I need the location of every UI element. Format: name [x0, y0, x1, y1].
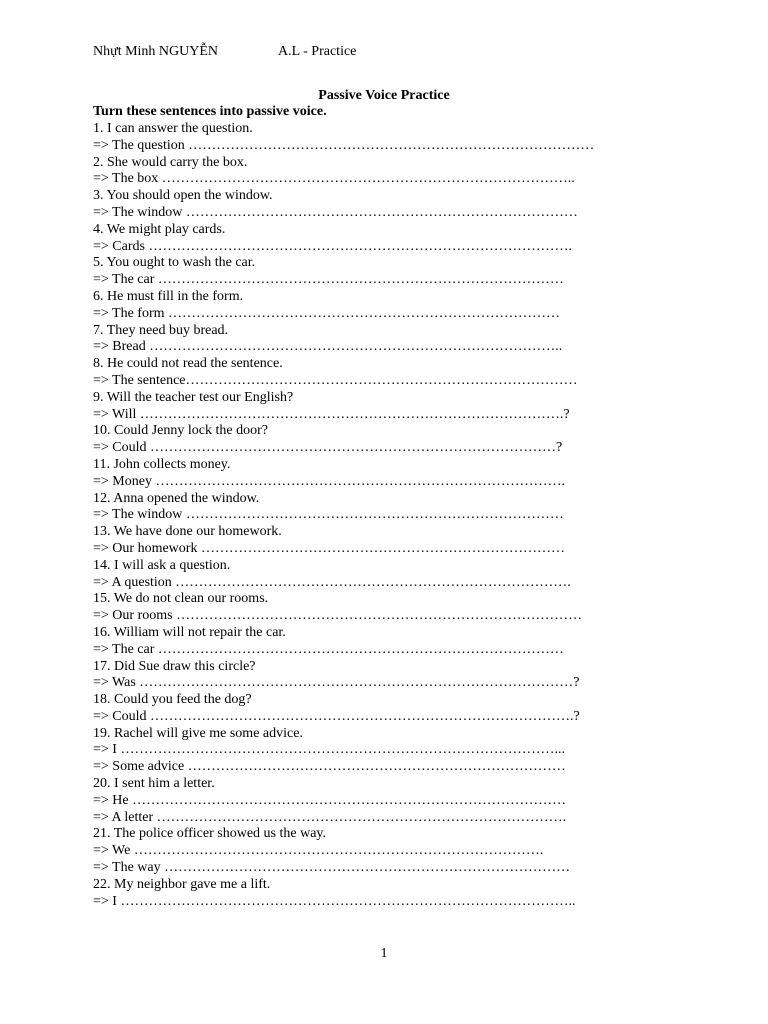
- answer-line: => The form …………………………………………………………………………: [93, 305, 561, 321]
- course-label: A.L - Practice: [278, 44, 357, 59]
- question-line: 4. We might play cards.: [93, 221, 226, 237]
- question-line: 2. She would carry the box.: [93, 154, 248, 170]
- question-line: 13. We have done our homework.: [93, 524, 282, 540]
- question-line: 5. You ought to wash the car.: [93, 255, 256, 271]
- question-line: 12. Anna opened the window.: [93, 490, 260, 506]
- answer-line: => Money …………………………………………………………………………….: [93, 473, 565, 489]
- answer-line: => Our homework ……………………………………………………………………: [93, 540, 565, 556]
- answer-line: => We …………………………………………………………………………….: [93, 843, 544, 859]
- question-line: 6. He must fill in the form.: [93, 288, 244, 304]
- answer-line: => Cards ……………………………………………………………………………….: [93, 238, 572, 254]
- question-line: 20. I sent him a letter.: [93, 776, 215, 792]
- question-line: 7. They need buy bread.: [93, 322, 229, 338]
- exercise-list: [93, 121, 663, 910]
- page-number: 1: [380, 946, 388, 961]
- answer-line: => The box ……………………………………………………………………………..: [93, 171, 575, 187]
- answer-line: => I …………………………………………………………………………………...: [93, 742, 565, 758]
- question-line: 8. He could not read the sentence.: [93, 356, 283, 372]
- answer-line: => A letter …………………………………………………………………………….: [93, 809, 567, 825]
- answer-line: => The car ……………………………………………………………………………: [93, 641, 564, 657]
- question-line: 10. Could Jenny lock the door?: [93, 423, 268, 439]
- answer-line: => Some advice ………………………………………………………………………: [93, 759, 566, 775]
- answer-line: => A question ………………………………………………………………………….: [93, 574, 571, 590]
- question-line: 1. I can answer the question.: [93, 121, 253, 136]
- question-line: 21. The police officer showed us the way.: [93, 826, 327, 842]
- answer-line: => The window …………………………………………………………………………: [93, 204, 578, 220]
- question-line: 18. Could you feed the dog?: [93, 692, 252, 708]
- question-line: 3. You should open the window.: [93, 188, 273, 204]
- question-line: 17. Did Sue draw this circle?: [93, 658, 256, 674]
- document-title: Passive Voice Practice: [318, 88, 450, 103]
- answer-line: => I ……………………………………………………………………………………..: [93, 893, 576, 909]
- answer-line: => He …………………………………………………………………………………: [93, 792, 567, 808]
- answer-line: => Could ……………………………………………………………………………….?: [93, 708, 580, 724]
- question-line: 19. Rachel will give me some advice.: [93, 725, 303, 741]
- answer-line: => The car ……………………………………………………………………………: [93, 272, 564, 288]
- answer-line: => The way ……………………………………………………………………………: [93, 860, 571, 876]
- author-name: Nhựt Minh NGUYỄN: [93, 44, 219, 59]
- answer-line: => The question ……………………………………………………………………………: [93, 137, 595, 153]
- question-line: 15. We do not clean our rooms.: [93, 591, 269, 607]
- question-line: 14. I will ask a question.: [93, 557, 231, 573]
- answer-line: => Our rooms ……………………………………………………………………………: [93, 608, 583, 624]
- answer-line: => The window ………………………………………………………………………: [93, 507, 564, 523]
- answer-line: => Could ……………………………………………………………………………?: [93, 440, 563, 456]
- question-line: 16. William will not repair the car.: [93, 624, 286, 640]
- question-line: 9. Will the teacher test our English?: [93, 389, 294, 405]
- answer-line: => Will ……………………………………………………………………………….?: [93, 406, 570, 422]
- instruction-text: Turn these sentences into passive voice.: [93, 104, 327, 119]
- question-line: 11. John collects money.: [93, 456, 231, 472]
- answer-line: => Was …………………………………………………………………………………?: [93, 675, 580, 691]
- answer-line: => The sentence…………………………………………………………………………: [93, 372, 578, 388]
- answer-line: => Bread ……………………………………………………………………………..: [93, 339, 563, 355]
- question-line: 22. My neighbor gave me a lift.: [93, 876, 271, 892]
